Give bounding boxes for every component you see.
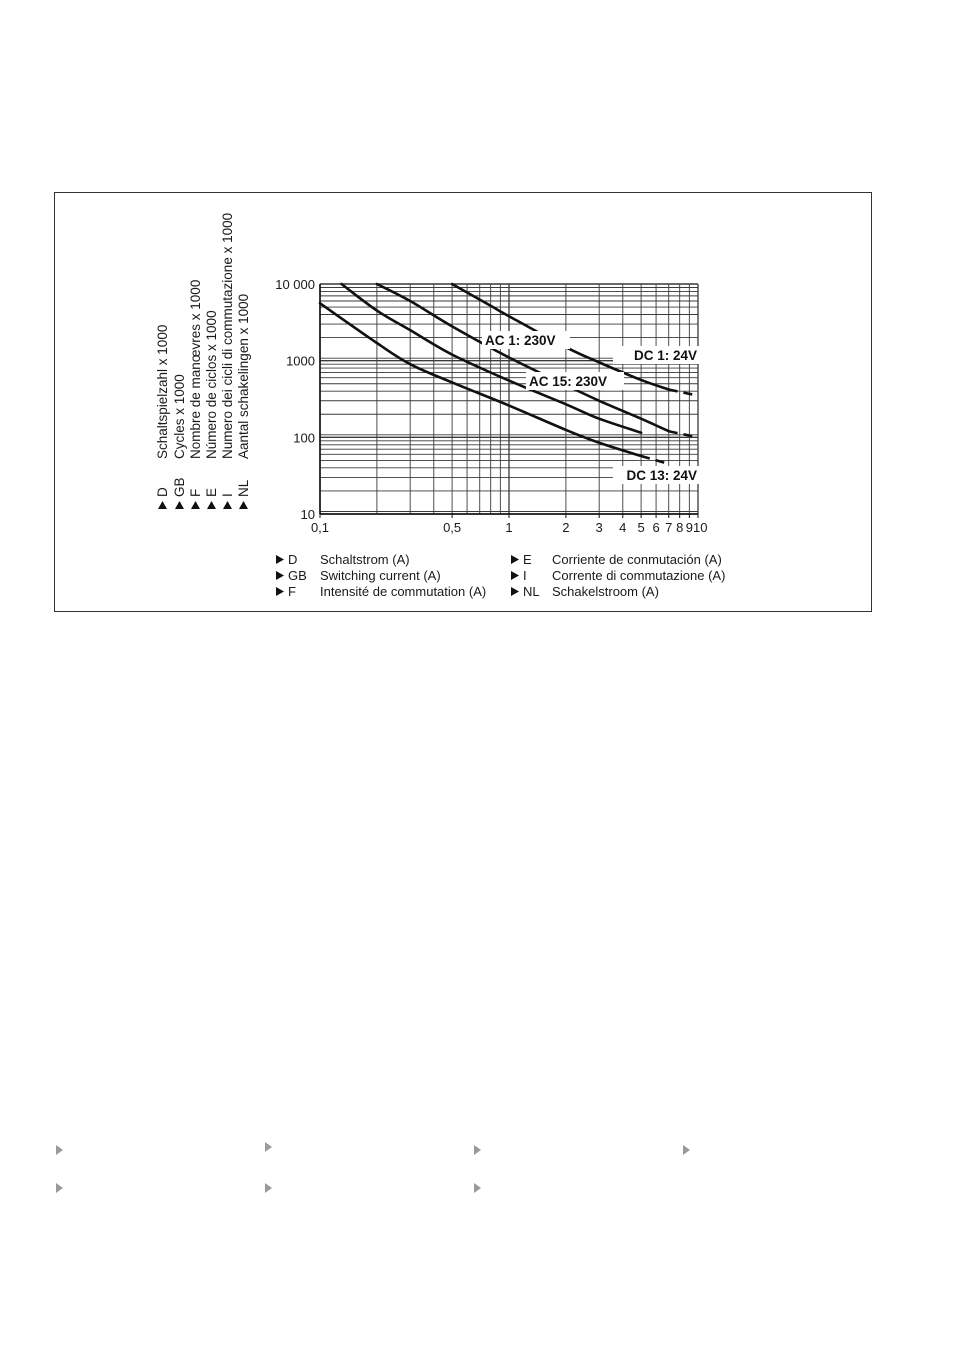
switching-cycles-chart	[55, 193, 871, 611]
x-tick-labels	[311, 520, 708, 535]
x-tick-label: 7	[665, 520, 673, 535]
y-legend-lang: NL	[236, 479, 251, 497]
footer-arrow-icon	[683, 1145, 690, 1155]
x-tick-label: 8	[676, 520, 684, 535]
y-axis-legend	[155, 213, 251, 509]
chart-frame	[54, 192, 872, 612]
series-line-dashed-ac-1-230v	[669, 431, 698, 437]
y-legend-text: Numero dei cicli di commutazione x 1000	[220, 212, 235, 459]
x-tick-label: 0,5	[443, 520, 462, 535]
x-legend-lang: E	[523, 552, 532, 567]
y-legend-triangle-icon	[239, 501, 248, 509]
y-legend-triangle-icon	[175, 501, 184, 509]
x-legend-triangle-icon	[276, 555, 284, 564]
x-tick-label: 2	[562, 520, 570, 535]
y-legend-triangle-icon	[191, 501, 200, 509]
y-tick-label: 10	[300, 507, 315, 522]
y-legend-text: Nombre de manœvres x 1000	[188, 279, 203, 459]
footer-arrow-icon	[265, 1183, 272, 1193]
y-tick-label: 100	[293, 430, 315, 446]
x-legend-text: Schakelstroom (A)	[552, 584, 659, 599]
x-legend-triangle-icon	[511, 555, 519, 564]
y-tick-label: 1000	[286, 353, 315, 369]
y-legend-triangle-icon	[158, 501, 167, 509]
y-legend-lang: GB	[172, 477, 187, 497]
x-tick-label: 4	[619, 520, 627, 535]
series-label-dc-1-24v: DC 1: 24V	[633, 348, 697, 363]
x-legend-text: Corriente de conmutación (A)	[552, 552, 722, 567]
x-legend-triangle-icon	[511, 587, 519, 596]
x-axis-legend	[276, 552, 725, 599]
y-legend-lang: E	[204, 487, 219, 497]
footer-arrow-icon	[265, 1142, 272, 1152]
y-tick-label: 10 000	[275, 277, 315, 292]
x-legend-lang: I	[523, 568, 527, 583]
y-legend-lang: D	[155, 487, 170, 497]
y-legend-entry	[155, 325, 170, 509]
y-legend-entry	[172, 374, 187, 509]
y-tick-labels	[275, 277, 315, 522]
y-legend-text: Schaltspielzahl x 1000	[155, 324, 170, 459]
footer-arrow-icon	[56, 1145, 63, 1155]
x-tick-label: 5	[637, 520, 645, 535]
y-legend-triangle-icon	[207, 501, 216, 509]
x-tick-label: 10	[693, 520, 708, 535]
x-legend-text: Intensité de commutation (A)	[320, 584, 487, 599]
x-legend-triangle-icon	[276, 587, 284, 596]
footer-arrow-icon	[56, 1183, 63, 1193]
footer-arrow-icon	[474, 1145, 481, 1155]
y-legend-entry	[188, 280, 203, 509]
x-legend-text: Corrente di commutazione (A)	[552, 568, 726, 583]
series-line-dashed-dc-1-24v	[669, 390, 698, 396]
x-legend-lang: GB	[288, 568, 307, 583]
series-label-ac-15-230v: AC 15: 230V	[529, 374, 608, 389]
y-legend-entry	[236, 294, 251, 509]
x-tick-label: 0,1	[310, 520, 330, 535]
x-legend-text: Schaltstrom (A)	[320, 552, 410, 567]
x-tick-label: 6	[652, 520, 660, 535]
footer-arrow-icon	[474, 1183, 481, 1193]
x-legend-triangle-icon	[511, 571, 519, 580]
x-tick-label: 1	[505, 520, 513, 535]
x-legend-lang: F	[288, 584, 296, 599]
y-legend-entry	[204, 310, 219, 509]
x-legend-lang: NL	[523, 584, 540, 599]
series-label-ac-1-230v: AC 1: 230V	[485, 333, 556, 348]
y-legend-text: Número de ciclos x 1000	[204, 310, 219, 459]
y-legend-lang: I	[220, 493, 235, 497]
y-legend-entry	[220, 213, 235, 509]
x-tick-label: 9	[685, 520, 693, 535]
y-legend-text: Cycles x 1000	[172, 374, 187, 459]
y-legend-triangle-icon	[223, 501, 232, 509]
x-legend-triangle-icon	[276, 571, 284, 580]
y-legend-lang: F	[188, 488, 203, 497]
x-legend-text: Switching current (A)	[320, 568, 441, 583]
x-tick-label: 3	[595, 520, 603, 535]
series-label-dc-13-24v: DC 13: 24V	[626, 468, 697, 483]
x-legend-lang: D	[288, 552, 298, 567]
y-legend-text: Aantal schakelingen x 1000	[236, 293, 251, 459]
